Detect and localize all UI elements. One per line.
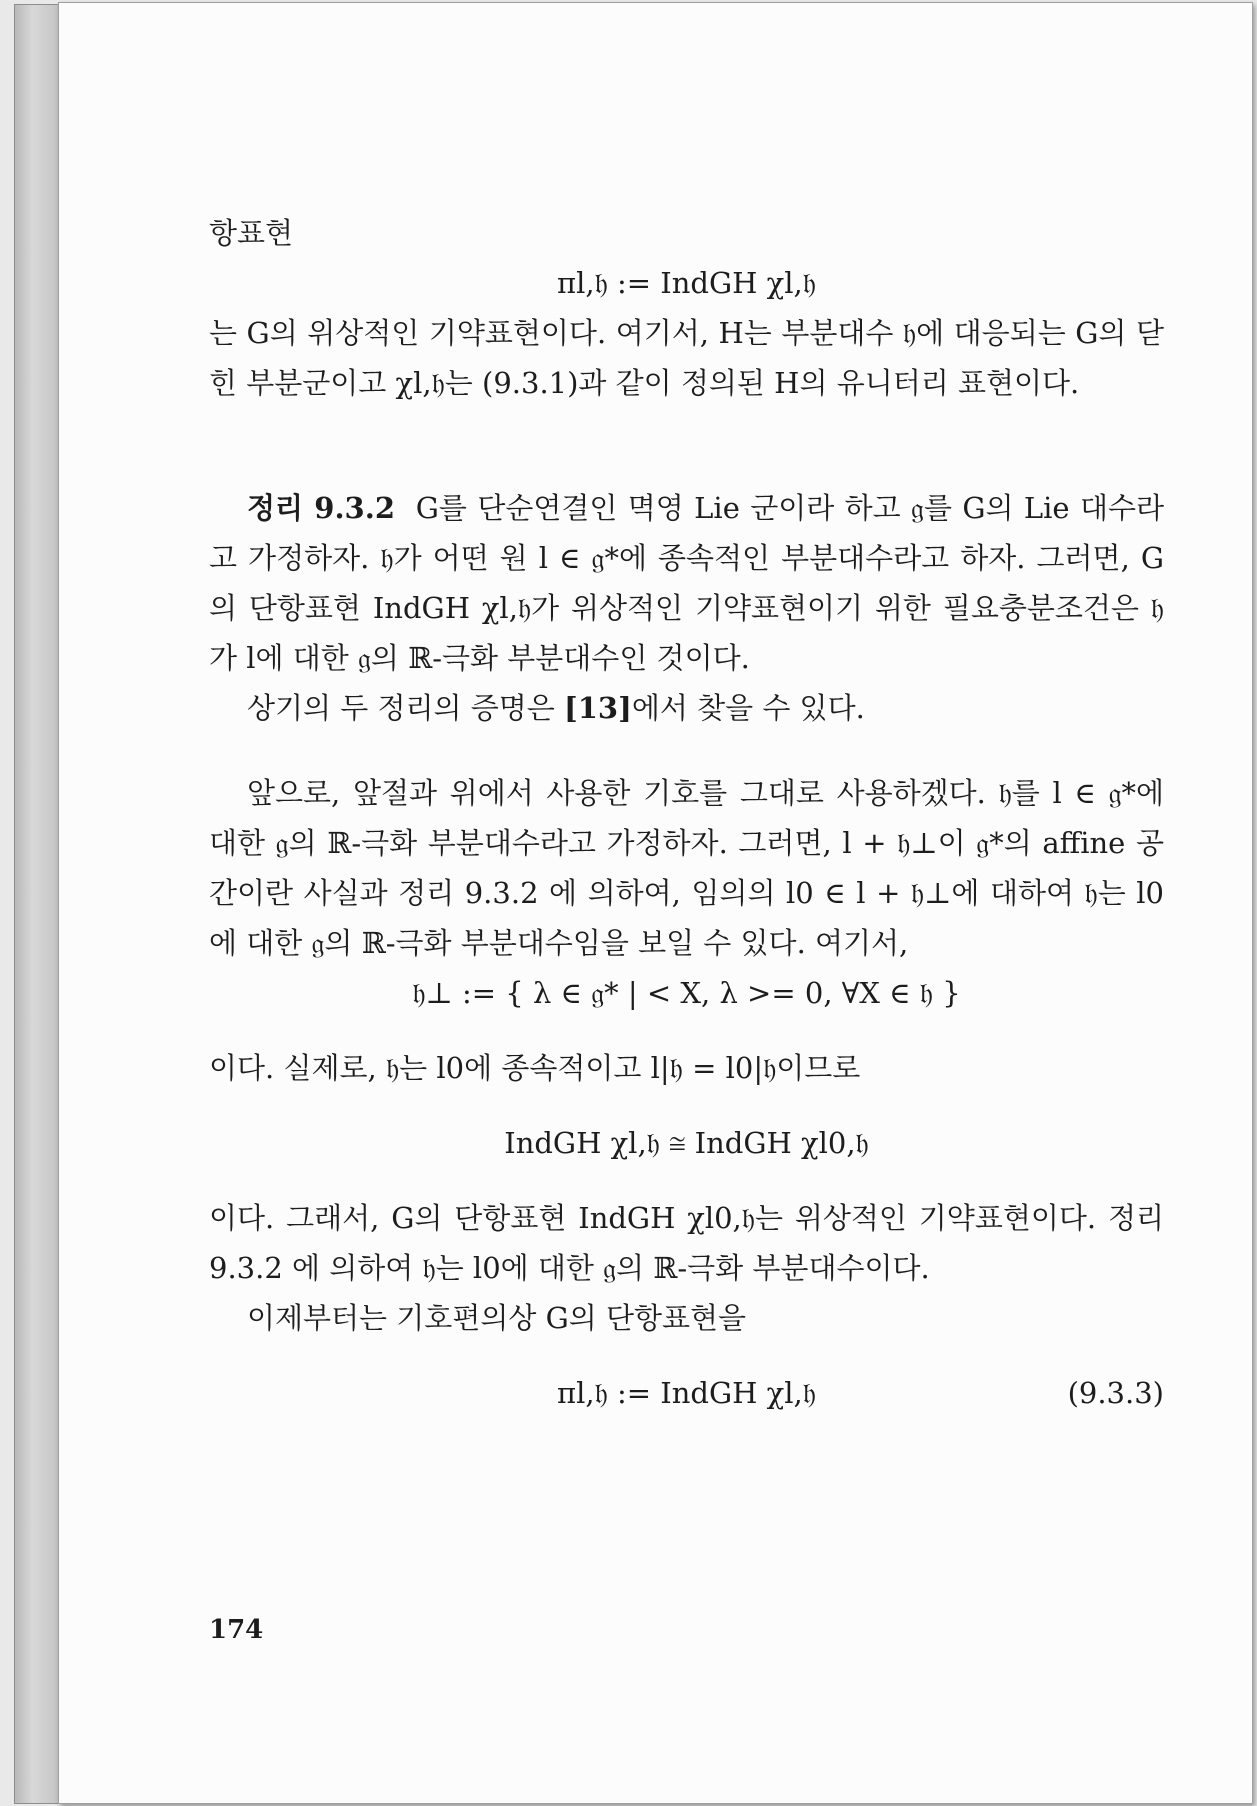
equation-annihilator: 𝔥⊥ := { λ ∈ 𝔤* | < X, λ >= 0, ∀X ∈ 𝔥 } [412, 976, 961, 1010]
book-spine [14, 4, 60, 1804]
equation-number: (9.3.3) [1067, 1376, 1164, 1410]
equation-9-3-3-body: πl,𝔥 := IndGH χl,𝔥 [557, 1376, 816, 1410]
paragraph-irreducible: 는 G의 위상적인 기약표현이다. 여기서, H는 부분대수 𝔥에 대응되는 G의 닫힌 부분군이고 χl,𝔥는 (9.3.1)과 같이 정의된 H의 유니터리 표현이다. [209, 316, 1164, 400]
paragraph-intro: 항표현 [209, 216, 294, 250]
paragraph-proof-reference [209, 683, 1164, 733]
theorem-9-3-2 [209, 483, 1164, 683]
paragraph-notation: 앞으로, 앞절과 위에서 사용한 기호를 그대로 사용하겠다. 𝔥를 l ∈ 𝔤*에 대한 𝔤의 ℝ-극화 부분대수라고 가정하자. 그러면, l + 𝔥⊥이 𝔤*의 affine 공간이란 사실과 정리 9.3.2 에 의하여, 임의의 l0 ∈ l + 𝔥⊥에 대하여 𝔥는 l0에 대한 𝔤의 ℝ-극화 부분대수임을 보일 수 있다. 여기서, [209, 776, 1164, 960]
equation-induced-rep: πl,𝔥 := IndGH χl,𝔥 [557, 266, 816, 300]
paragraph-conclusion: 이다. 그래서, G의 단항표현 IndGH χl0,𝔥는 위상적인 기약표현이다. 정리 9.3.2 에 의하여 𝔥는 l0에 대한 𝔤의 ℝ-극화 부분대수이다. [209, 1201, 1164, 1285]
book-page [58, 2, 1253, 1804]
reference-13: [13] [564, 691, 632, 725]
paragraph-definition: 이제부터는 기호편의상 G의 단항표현을 [247, 1301, 747, 1335]
theorem-text: G를 단순연결인 멱영 Lie 군이라 하고 𝔤를 G의 Lie 대수라고 가정하자. 𝔥가 어떤 원 l ∈ 𝔤*에 종속적인 부분대수라고 하자. 그러면, G의 단항표현 IndGH χl,𝔥가 위상적인 기약표현이기 위한 필요충분조건은 𝔥가 l에 대한 𝔤의 ℝ-극화 부분대수인 것이다. [209, 491, 1165, 675]
page-number: 174 [209, 1615, 264, 1645]
proof-text-after: 에서 찾을 수 있다. [631, 691, 865, 725]
theorem-label: 정리 9.3.2 [247, 491, 396, 525]
equation-9-3-3 [209, 1368, 1164, 1418]
equation-isomorphism: IndGH χl,𝔥 ≅ IndGH χl0,𝔥 [504, 1126, 869, 1160]
paragraph-subordinate: 이다. 실제로, 𝔥는 l0에 종속적이고 l|𝔥 = l0|𝔥이므로 [209, 1051, 861, 1085]
proof-text-before: 상기의 두 정리의 증명은 [247, 691, 565, 725]
